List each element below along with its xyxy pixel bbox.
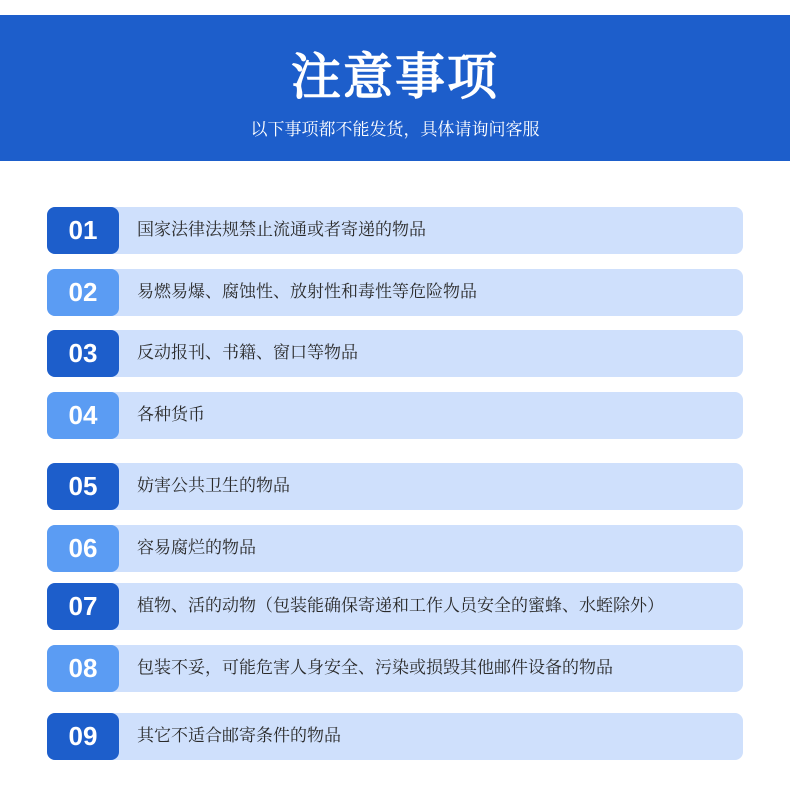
- item-text: 易燃易爆、腐蚀性、放射性和毒性等危险物品: [137, 282, 477, 302]
- item-text: 反动报刊、书籍、窗口等物品: [137, 343, 358, 363]
- item-number-badge: 04: [47, 392, 119, 439]
- list-item: [47, 269, 743, 316]
- item-number-badge: 05: [47, 463, 119, 510]
- page-subtitle: 以下事项都不能发货，具体请询问客服: [250, 120, 540, 140]
- item-number-badge: 07: [47, 583, 119, 630]
- list-item: [47, 583, 743, 630]
- item-number-badge: 02: [47, 269, 119, 316]
- list-item: [47, 463, 743, 510]
- list-item: [47, 525, 743, 572]
- page-title: 注意事项: [291, 48, 499, 106]
- item-number-badge: 08: [47, 645, 119, 692]
- item-text: 包装不妥，可能危害人身安全、污染或损毁其他邮件设备的物品: [137, 658, 613, 678]
- item-text: 容易腐烂的物品: [137, 538, 256, 558]
- list-item: [47, 330, 743, 377]
- item-number-badge: 01: [47, 207, 119, 254]
- item-text: 植物、活的动物（包装能确保寄递和工作人员安全的蜜蜂、水蛭除外）: [137, 596, 664, 616]
- list-item: [47, 207, 743, 254]
- item-text: 各种货币: [137, 405, 205, 425]
- list-item: [47, 713, 743, 760]
- item-number-badge: 09: [47, 713, 119, 760]
- list-item: [47, 645, 743, 692]
- item-text: 其它不适合邮寄条件的物品: [137, 726, 341, 746]
- item-text: 妨害公共卫生的物品: [137, 476, 290, 496]
- list-item: [47, 392, 743, 439]
- item-number-badge: 06: [47, 525, 119, 572]
- item-text: 国家法律法规禁止流通或者寄递的物品: [137, 220, 426, 240]
- item-number-badge: 03: [47, 330, 119, 377]
